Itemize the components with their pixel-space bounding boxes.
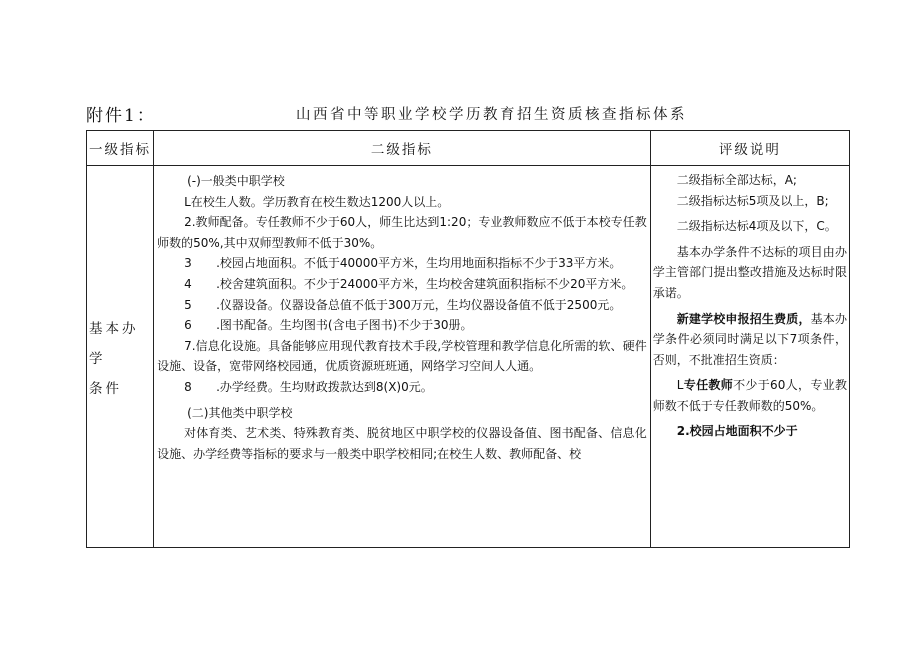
note-condition-number: L xyxy=(676,378,684,393)
criterion-equipment xyxy=(157,295,647,316)
table-row xyxy=(87,166,850,549)
note-condition-text: 不少于60人，专业教师数不低于专任教师数的50%。 xyxy=(652,378,847,413)
notes-cell xyxy=(650,166,849,549)
criterion-number: 3 xyxy=(184,256,192,271)
criterion-text: .仪器设备。仪器设备总值不低于300万元，生均仪器设备值不低于2500元。 xyxy=(216,297,622,312)
criterion-text: .图书配备。生均图书(含电子图书)不少于30册。 xyxy=(216,318,473,333)
column-header-level2: 二级指标 xyxy=(154,131,651,166)
note-condition-lead: 专任教师 xyxy=(683,378,734,393)
note-new-school-text: 基本办学条件必须同时满足以下7项条件，否则，不批准招生资质： xyxy=(652,311,847,367)
level1-cell xyxy=(87,166,154,549)
column-header-notes: 评级说明 xyxy=(650,131,849,166)
table-header-row xyxy=(87,131,850,166)
section-heading-general: (-)一般类中职学校 xyxy=(187,174,285,188)
criterion-text: .办学经费。生均财政拨款达到8(X)0元。 xyxy=(216,379,433,394)
note-grade-a: 二级指标全部达标，A; xyxy=(676,173,797,187)
note-rectification: 基本办学条件不达标的项目由办学主管部门提出整改措施及达标时限承诺。 xyxy=(652,244,847,300)
criterion-it-facilities: 7.信息化设施。具备能够应用现代教育技术手段,学校管理和教学信息化所需的软、硬件设施、设备，宽带网络校园通，优质资源班班通，网络学习空间人人通。 xyxy=(157,338,647,374)
criterion-text: .校园占地面积。不低于40000平方米，生均用地面积指标不少于33平方米。 xyxy=(216,256,622,271)
note-grade-b: 二级指标达标5项及以上，B; xyxy=(676,193,829,208)
attachment-label: 附件1： xyxy=(86,106,156,126)
level2-cell xyxy=(154,166,651,549)
level1-label-line2: 条件 xyxy=(89,380,122,397)
other-schools-paragraph: 对体育类、艺术类、特殊教育类、脱贫地区中职学校的仪器设备值、图书配备、信息化设施、办学经费等指标的要求与一般类中职学校相同;在校生人数、教师配备、校 xyxy=(157,426,647,461)
index-table-container xyxy=(86,130,850,548)
criterion-number: 6 xyxy=(184,318,192,333)
index-table xyxy=(86,130,850,548)
note-grade-c: 二级指标达标4项及以下，C。 xyxy=(676,219,837,234)
column-header-level1: 一级指标 xyxy=(87,131,154,166)
criterion-number: 8 xyxy=(184,379,192,394)
criterion-books xyxy=(157,315,647,336)
criterion-building-area xyxy=(157,274,647,295)
criterion-campus-area xyxy=(157,253,647,274)
note-new-school xyxy=(653,309,847,371)
criterion-text: .校舍建筑面积。不少于24000平方米，生均校舍建筑面积指标不少20平方米。 xyxy=(216,276,634,291)
criterion-number: 5 xyxy=(184,297,192,312)
level2-content xyxy=(154,166,650,548)
criterion-student-count: L在校生人数。学历教育在校生数达1200人以上。 xyxy=(184,194,450,209)
rating-notes xyxy=(651,166,849,437)
document-header xyxy=(86,101,850,127)
note-condition-campus: 2.校园占地面积不少于 xyxy=(676,423,798,437)
section-heading-other: (二)其他类中职学校 xyxy=(187,405,293,420)
document-title: 山西省中等职业学校学历教育招生资质核查指标体系 xyxy=(296,107,687,123)
criterion-number: 4 xyxy=(184,276,192,291)
criterion-funding xyxy=(157,377,647,398)
level1-label-line1: 基本办学 xyxy=(89,320,139,367)
criterion-teachers: 2.教师配备。专任教师不少于60人，师生比达到1:20；专业教师数应不低于本校专任教师数的50%,其中双师型教师不低于30%。 xyxy=(157,215,647,250)
note-condition-teachers xyxy=(653,375,847,416)
note-new-school-lead: 新建学校申报招生费质， xyxy=(676,311,811,326)
